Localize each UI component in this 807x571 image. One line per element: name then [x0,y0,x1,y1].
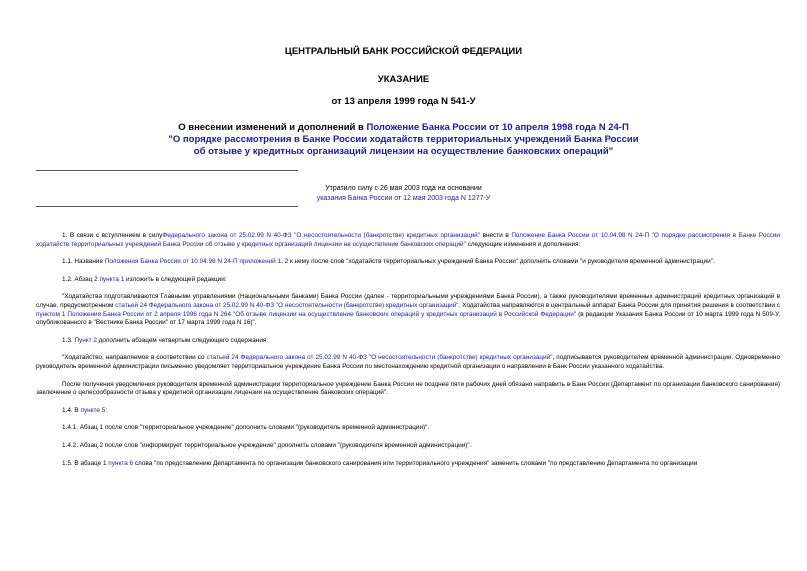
text: "Ходатайства подготавливаются Главными управлениями (Национальными банками) Банка России (далее - территориальными учреждениями Банка России), а также руководителями временных администраций кредитных организаций в случае, предусмотренном [36,293,780,309]
paragraph-1-4-2 [36,442,780,451]
quote-1 [36,293,780,327]
doc-title [0,122,807,158]
link-clause-1[interactable]: пункта 1 [99,275,125,283]
doc-type: УКАЗАНИЕ [377,74,430,85]
title-line-3[interactable]: об отзыве у кредитных организаций лицензии на осуществление банковских операций" [193,146,614,157]
text: "Ходатайство, направляемое в соответствии со [62,354,207,362]
paragraph-1-4-1 [36,424,780,433]
status-line: Утратило силу с 26 мая 2003 года на основании [325,185,482,192]
link-article-24-b[interactable]: статьей 24 Федерального закона от 25.02.99 N 40-ФЗ "О несостоятельности (банкротстве) кредитных организаций" [206,354,553,362]
text: 1.3. [62,336,75,344]
title-line-2[interactable]: "О порядке рассмотрения в Банке России ходатайств территориальных учреждений Банка России [168,134,639,145]
org-name: ЦЕНТРАЛЬНЫЙ БАНК РОССИЙСКОЙ ФЕДЕРАЦИИ [284,46,523,57]
link-article-24[interactable]: статьей 24 Федерального закона от 25.02.99 N 40-ФЗ "О несостоятельности (банкротстве) кредитных организаций" [115,301,459,309]
link-clause-2[interactable]: Пункт 2 [74,336,97,344]
text: 1.1. Название [62,258,105,266]
text: внести в [480,232,512,239]
status-link[interactable]: указания Банка России от 12 мая 2003 года N 1277-У [316,195,491,202]
paragraph-1-2 [36,276,780,285]
text: следующие изменения и дополнения: [465,240,581,248]
paragraph-1-3 [36,337,780,346]
text: 1.4.1. Абзац 1 после слов "территориальное учреждение" дополнить словами "(руководитель временной администрации)". [62,424,430,432]
title-prefix: О внесении изменений и дополнений в [178,122,367,133]
paragraph-1-4 [36,407,780,416]
divider-bottom [36,206,298,207]
text: : [105,406,108,414]
text: слова "по представлению Департамента по организации банковского санирования или территориального учреждения" заменить словами "по представлению Департамента по организации [133,459,698,467]
link-federal-law[interactable]: Федерального закона от 25.02.99 N 40-ФЗ "О несостоятельности (банкротстве) кредитных организаций" [162,232,481,239]
quote-3 [36,381,780,398]
text: изложить в следующей редакции: [124,275,227,283]
text: 1. В связи с вступлением в силу [62,232,163,239]
doc-date: от 13 апреля 1999 года N 541-У [331,96,476,107]
text: 1.5. В абзаце 1 [62,459,109,467]
text: (в редакции Указания Банка России от 10 марта 1999 года N 509-У, опубликованного в "Вестнике Банка России" от 17 марта 1999 года N 16)". [36,310,780,327]
text: дополнить абзацем четвертым следующего содержания: [96,336,269,344]
status-note [0,184,807,204]
link-regulation-264[interactable]: пунктом 1 Положения Банка России от 2 апреля 1996 года N 264 "Об отзыве лицензии на осуществление банковских операций у кредитных организаций в Российской Федерации" [36,310,577,318]
text: 1.2. Абзац 2 [62,275,100,283]
link-appendix-1[interactable]: приложений 1 [239,258,282,266]
document-body [36,232,780,477]
link-regulation-short[interactable]: Положения Банка России от 10.04.98 N 24-П [104,258,238,266]
text: После получения уведомления руководителя временной администрации территориальное учреждение Банка России не позднее пяти рабочих дней обязано направить в Банк России (Департамент по организации банковского санирования) заключение о целесообразности отзыва у кредитной организации лицензии на осуществление банковских операций". [36,380,780,397]
paragraph-1-5 [36,460,780,469]
paragraph-1 [36,232,780,249]
text: , 2 к нему после слов "ходатайств территориальных учреждений Банка России" дополнить словами "и руководителя временной администрации". [281,258,715,266]
divider-top [36,170,298,171]
title-line-1 [0,122,807,134]
quote-2 [36,354,780,371]
text: . Ходатайства направляются в центральный аппарат Банка России для принятия решения в соответствии с [458,301,780,309]
text: 1.4. В [62,406,81,414]
link-clause-6[interactable]: пункта 6 [108,459,134,467]
text: , подписывается руководителем временной администрации. Одновременно руководитель временной администрации письменно уведомляет территориальное учреждение Банка России по местонахождению кредитной организации о направлении в Банк России указанного ходатайства. [36,354,781,370]
link-clause-5[interactable]: пункте 5 [80,406,106,414]
paragraph-1-1 [36,258,780,267]
title-link-regulation[interactable]: Положение Банка России от 10 апреля 1998 года N 24-П [366,122,629,133]
text: 1.4.2. Абзац 2 после слов "информирует территориальное учреждение" дополнить словами "(руководителя временной администрации)". [62,441,472,449]
link-regulation[interactable]: Положение Банка России от 10.04.98 N 24-П "О порядке рассмотрения в Банке России ходатайств территориальных учреждений Банка России об отзыве у кредитных организаций лицензии на осуществление банковских операций" [36,232,780,248]
